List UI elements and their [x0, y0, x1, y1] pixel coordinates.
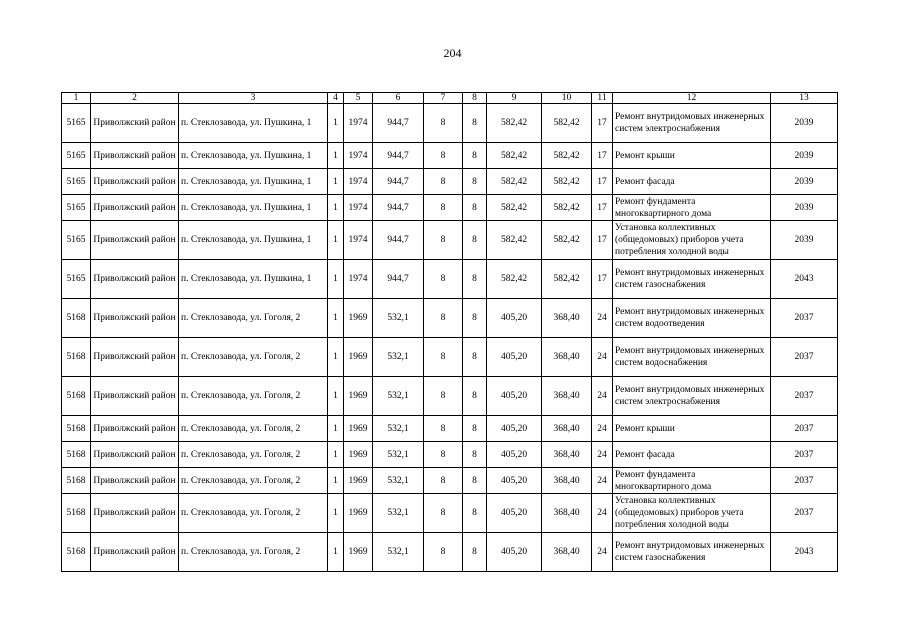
- object-id-cell: 5165: [62, 221, 91, 260]
- col-7-value-cell: 8: [424, 494, 463, 533]
- col-8-value-cell: 8: [463, 299, 487, 338]
- area-total-cell: 944,7: [373, 169, 424, 195]
- area-residential-cell: 582,42: [542, 104, 592, 143]
- column-header: 7: [424, 93, 463, 104]
- area-living-cell: 405,20: [487, 442, 542, 468]
- address-cell: п. Стеклозавода, ул. Гоголя, 2: [179, 338, 328, 377]
- year-built-cell: 1969: [344, 494, 373, 533]
- area-total-cell: 944,7: [373, 104, 424, 143]
- area-living-cell: 405,20: [487, 416, 542, 442]
- district-cell: Приволжский район: [91, 468, 179, 494]
- work-type-cell: Ремонт фундамента многоквартирного дома: [613, 468, 771, 494]
- planned-year-cell: 2043: [771, 260, 838, 299]
- district-cell: Приволжский район: [91, 338, 179, 377]
- col-4-value-cell: 1: [328, 260, 344, 299]
- col-4-value-cell: 1: [328, 377, 344, 416]
- col-8-value-cell: 8: [463, 494, 487, 533]
- column-header: 1: [62, 93, 91, 104]
- column-header: 4: [328, 93, 344, 104]
- col-4-value-cell: 1: [328, 169, 344, 195]
- col-7-value-cell: 8: [424, 221, 463, 260]
- year-built-cell: 1969: [344, 338, 373, 377]
- residents-count-cell: 17: [592, 195, 613, 221]
- col-4-value-cell: 1: [328, 104, 344, 143]
- residents-count-cell: 24: [592, 416, 613, 442]
- planned-year-cell: 2039: [771, 221, 838, 260]
- col-4-value-cell: 1: [328, 221, 344, 260]
- area-residential-cell: 582,42: [542, 143, 592, 169]
- table-row: [62, 143, 838, 169]
- work-type-cell: Ремонт фасада: [613, 169, 771, 195]
- area-residential-cell: 582,42: [542, 221, 592, 260]
- year-built-cell: 1974: [344, 221, 373, 260]
- address-cell: п. Стеклозавода, ул. Гоголя, 2: [179, 377, 328, 416]
- column-header: 12: [613, 93, 771, 104]
- area-total-cell: 532,1: [373, 416, 424, 442]
- col-8-value-cell: 8: [463, 442, 487, 468]
- table-row: [62, 468, 838, 494]
- residents-count-cell: 17: [592, 221, 613, 260]
- col-7-value-cell: 8: [424, 533, 463, 572]
- planned-year-cell: 2037: [771, 377, 838, 416]
- column-header: 5: [344, 93, 373, 104]
- planned-year-cell: 2037: [771, 299, 838, 338]
- address-cell: п. Стеклозавода, ул. Пушкина, 1: [179, 221, 328, 260]
- object-id-cell: 5168: [62, 416, 91, 442]
- area-total-cell: 532,1: [373, 442, 424, 468]
- address-cell: п. Стеклозавода, ул. Пушкина, 1: [179, 169, 328, 195]
- area-residential-cell: 582,42: [542, 169, 592, 195]
- area-total-cell: 944,7: [373, 260, 424, 299]
- table-row: [62, 104, 838, 143]
- district-cell: Приволжский район: [91, 104, 179, 143]
- year-built-cell: 1974: [344, 260, 373, 299]
- year-built-cell: 1974: [344, 195, 373, 221]
- area-living-cell: 405,20: [487, 468, 542, 494]
- col-7-value-cell: 8: [424, 195, 463, 221]
- district-cell: Приволжский район: [91, 416, 179, 442]
- work-type-cell: Ремонт внутридомовых инженерных систем электроснабжения: [613, 104, 771, 143]
- work-type-cell: Ремонт крыши: [613, 143, 771, 169]
- table-row: [62, 338, 838, 377]
- district-cell: Приволжский район: [91, 169, 179, 195]
- col-7-value-cell: 8: [424, 442, 463, 468]
- table-row: [62, 494, 838, 533]
- object-id-cell: 5168: [62, 494, 91, 533]
- work-type-cell: Ремонт внутридомовых инженерных систем газоснабжения: [613, 260, 771, 299]
- area-living-cell: 582,42: [487, 169, 542, 195]
- col-7-value-cell: 8: [424, 468, 463, 494]
- table-row: [62, 377, 838, 416]
- district-cell: Приволжский район: [91, 260, 179, 299]
- col-8-value-cell: 8: [463, 533, 487, 572]
- object-id-cell: 5165: [62, 104, 91, 143]
- area-total-cell: 944,7: [373, 195, 424, 221]
- residents-count-cell: 17: [592, 104, 613, 143]
- area-residential-cell: 368,40: [542, 533, 592, 572]
- year-built-cell: 1969: [344, 468, 373, 494]
- address-cell: п. Стеклозавода, ул. Гоголя, 2: [179, 442, 328, 468]
- area-living-cell: 582,42: [487, 143, 542, 169]
- col-7-value-cell: 8: [424, 416, 463, 442]
- planned-year-cell: 2037: [771, 468, 838, 494]
- residents-count-cell: 24: [592, 442, 613, 468]
- area-living-cell: 405,20: [487, 494, 542, 533]
- district-cell: Приволжский район: [91, 299, 179, 338]
- work-type-cell: Ремонт внутридомовых инженерных систем водоотведения: [613, 299, 771, 338]
- area-residential-cell: 368,40: [542, 338, 592, 377]
- object-id-cell: 5168: [62, 299, 91, 338]
- year-built-cell: 1969: [344, 377, 373, 416]
- object-id-cell: 5165: [62, 195, 91, 221]
- column-header: 8: [463, 93, 487, 104]
- residents-count-cell: 17: [592, 169, 613, 195]
- object-id-cell: 5165: [62, 169, 91, 195]
- work-type-cell: Ремонт внутридомовых инженерных систем водоснабжения: [613, 338, 771, 377]
- col-8-value-cell: 8: [463, 260, 487, 299]
- district-cell: Приволжский район: [91, 533, 179, 572]
- column-header: 9: [487, 93, 542, 104]
- object-id-cell: 5168: [62, 377, 91, 416]
- address-cell: п. Стеклозавода, ул. Пушкина, 1: [179, 104, 328, 143]
- area-residential-cell: 368,40: [542, 416, 592, 442]
- district-cell: Приволжский район: [91, 195, 179, 221]
- address-cell: п. Стеклозавода, ул. Гоголя, 2: [179, 468, 328, 494]
- col-8-value-cell: 8: [463, 338, 487, 377]
- planned-year-cell: 2039: [771, 195, 838, 221]
- area-total-cell: 532,1: [373, 299, 424, 338]
- area-residential-cell: 368,40: [542, 494, 592, 533]
- planned-year-cell: 2037: [771, 416, 838, 442]
- address-cell: п. Стеклозавода, ул. Пушкина, 1: [179, 143, 328, 169]
- district-cell: Приволжский район: [91, 221, 179, 260]
- page-number: 204: [443, 46, 462, 60]
- planned-year-cell: 2037: [771, 494, 838, 533]
- col-7-value-cell: 8: [424, 299, 463, 338]
- planned-year-cell: 2039: [771, 169, 838, 195]
- repair-schedule-table: [61, 92, 838, 572]
- table-row: [62, 260, 838, 299]
- area-living-cell: 405,20: [487, 533, 542, 572]
- object-id-cell: 5168: [62, 533, 91, 572]
- col-7-value-cell: 8: [424, 260, 463, 299]
- work-type-cell: Установка коллективных (общедомовых) приборов учета потребления холодной воды: [613, 221, 771, 260]
- table-row: [62, 299, 838, 338]
- col-8-value-cell: 8: [463, 416, 487, 442]
- col-4-value-cell: 1: [328, 468, 344, 494]
- area-total-cell: 532,1: [373, 494, 424, 533]
- planned-year-cell: 2037: [771, 338, 838, 377]
- column-header: 6: [373, 93, 424, 104]
- year-built-cell: 1974: [344, 104, 373, 143]
- district-cell: Приволжский район: [91, 442, 179, 468]
- residents-count-cell: 24: [592, 533, 613, 572]
- area-living-cell: 582,42: [487, 195, 542, 221]
- col-7-value-cell: 8: [424, 143, 463, 169]
- planned-year-cell: 2039: [771, 104, 838, 143]
- col-8-value-cell: 8: [463, 468, 487, 494]
- object-id-cell: 5165: [62, 260, 91, 299]
- area-residential-cell: 368,40: [542, 468, 592, 494]
- year-built-cell: 1969: [344, 533, 373, 572]
- col-7-value-cell: 8: [424, 169, 463, 195]
- col-4-value-cell: 1: [328, 533, 344, 572]
- table-row: [62, 169, 838, 195]
- area-residential-cell: 368,40: [542, 299, 592, 338]
- column-number-row: [62, 93, 838, 104]
- area-residential-cell: 368,40: [542, 377, 592, 416]
- column-header: 10: [542, 93, 592, 104]
- col-7-value-cell: 8: [424, 377, 463, 416]
- address-cell: п. Стеклозавода, ул. Пушкина, 1: [179, 195, 328, 221]
- area-total-cell: 944,7: [373, 221, 424, 260]
- year-built-cell: 1969: [344, 416, 373, 442]
- address-cell: п. Стеклозавода, ул. Гоголя, 2: [179, 299, 328, 338]
- area-living-cell: 405,20: [487, 299, 542, 338]
- col-4-value-cell: 1: [328, 195, 344, 221]
- table-row: [62, 442, 838, 468]
- area-living-cell: 582,42: [487, 221, 542, 260]
- work-type-cell: Ремонт внутридомовых инженерных систем электроснабжения: [613, 377, 771, 416]
- col-4-value-cell: 1: [328, 143, 344, 169]
- planned-year-cell: 2043: [771, 533, 838, 572]
- area-total-cell: 532,1: [373, 468, 424, 494]
- area-living-cell: 405,20: [487, 377, 542, 416]
- residents-count-cell: 24: [592, 494, 613, 533]
- area-total-cell: 532,1: [373, 338, 424, 377]
- work-type-cell: Ремонт фасада: [613, 442, 771, 468]
- col-4-value-cell: 1: [328, 494, 344, 533]
- table-row: [62, 533, 838, 572]
- col-8-value-cell: 8: [463, 104, 487, 143]
- column-header: 11: [592, 93, 613, 104]
- col-4-value-cell: 1: [328, 299, 344, 338]
- planned-year-cell: 2039: [771, 143, 838, 169]
- area-residential-cell: 368,40: [542, 442, 592, 468]
- table-body: [62, 104, 838, 572]
- area-total-cell: 532,1: [373, 533, 424, 572]
- area-living-cell: 405,20: [487, 338, 542, 377]
- col-8-value-cell: 8: [463, 195, 487, 221]
- col-8-value-cell: 8: [463, 377, 487, 416]
- year-built-cell: 1969: [344, 442, 373, 468]
- col-4-value-cell: 1: [328, 338, 344, 377]
- column-header: 3: [179, 93, 328, 104]
- address-cell: п. Стеклозавода, ул. Гоголя, 2: [179, 533, 328, 572]
- object-id-cell: 5168: [62, 468, 91, 494]
- work-type-cell: Ремонт внутридомовых инженерных систем газоснабжения: [613, 533, 771, 572]
- year-built-cell: 1969: [344, 299, 373, 338]
- residents-count-cell: 17: [592, 260, 613, 299]
- planned-year-cell: 2037: [771, 442, 838, 468]
- address-cell: п. Стеклозавода, ул. Гоголя, 2: [179, 494, 328, 533]
- year-built-cell: 1974: [344, 143, 373, 169]
- year-built-cell: 1974: [344, 169, 373, 195]
- object-id-cell: 5168: [62, 338, 91, 377]
- area-living-cell: 582,42: [487, 260, 542, 299]
- object-id-cell: 5165: [62, 143, 91, 169]
- residents-count-cell: 24: [592, 468, 613, 494]
- col-8-value-cell: 8: [463, 221, 487, 260]
- district-cell: Приволжский район: [91, 377, 179, 416]
- district-cell: Приволжский район: [91, 494, 179, 533]
- table-row: [62, 416, 838, 442]
- col-4-value-cell: 1: [328, 416, 344, 442]
- area-residential-cell: 582,42: [542, 260, 592, 299]
- area-total-cell: 944,7: [373, 143, 424, 169]
- district-cell: Приволжский район: [91, 143, 179, 169]
- table-row: [62, 195, 838, 221]
- column-header: 13: [771, 93, 838, 104]
- residents-count-cell: 24: [592, 377, 613, 416]
- area-total-cell: 532,1: [373, 377, 424, 416]
- table-row: [62, 221, 838, 260]
- object-id-cell: 5168: [62, 442, 91, 468]
- address-cell: п. Стеклозавода, ул. Гоголя, 2: [179, 416, 328, 442]
- work-type-cell: Ремонт фундамента многоквартирного дома: [613, 195, 771, 221]
- col-7-value-cell: 8: [424, 338, 463, 377]
- residents-count-cell: 24: [592, 338, 613, 377]
- col-7-value-cell: 8: [424, 104, 463, 143]
- col-8-value-cell: 8: [463, 169, 487, 195]
- col-8-value-cell: 8: [463, 143, 487, 169]
- residents-count-cell: 24: [592, 299, 613, 338]
- col-4-value-cell: 1: [328, 442, 344, 468]
- work-type-cell: Установка коллективных (общедомовых) приборов учета потребления холодной воды: [613, 494, 771, 533]
- work-type-cell: Ремонт крыши: [613, 416, 771, 442]
- address-cell: п. Стеклозавода, ул. Пушкина, 1: [179, 260, 328, 299]
- column-header: 2: [91, 93, 179, 104]
- residents-count-cell: 17: [592, 143, 613, 169]
- area-residential-cell: 582,42: [542, 195, 592, 221]
- area-living-cell: 582,42: [487, 104, 542, 143]
